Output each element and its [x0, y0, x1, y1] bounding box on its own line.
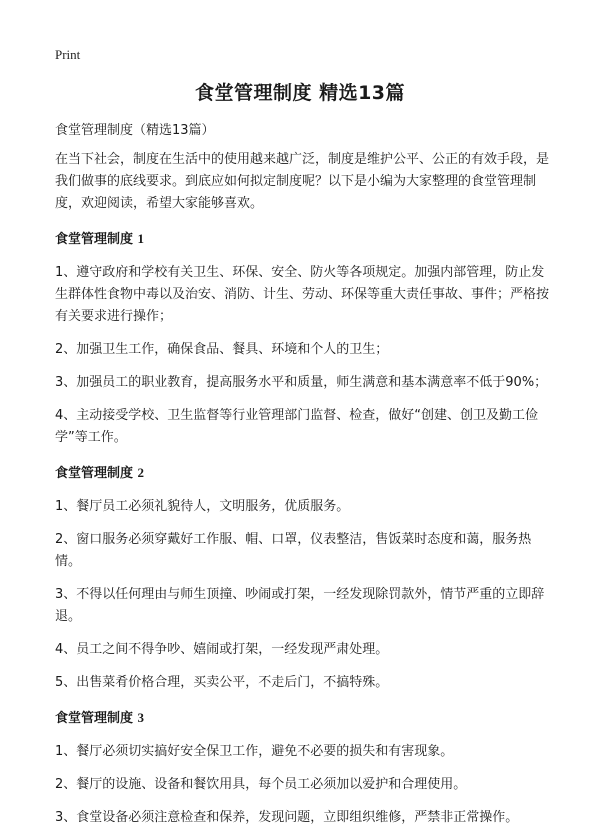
list-item: 1、遵守政府和学校有关卫生、环保、安全、防火等各项规定。加强内部管理，防止发生群体性食物中毒以及治安、消防、计生、劳动、环保等重大责任事故、事件；严格按有关要求进行操作；: [55, 265, 550, 324]
section-2: [55, 462, 553, 694]
list-item: 2、餐厅的设施、设备和餐饮用具，每个员工必须加以爱护和合理使用。: [55, 777, 467, 792]
document-title: 食堂管理制度 精选13篇: [194, 82, 406, 104]
list-item: 1、餐厅必须切实搞好安全保卫工作，避免不必要的损失和有害现象。: [55, 744, 454, 759]
section-heading-text: 食堂管理制度: [55, 466, 134, 481]
section-heading: [55, 462, 553, 485]
list-item: 2、窗口服务必须穿戴好工作服、帽、口罩，仪表整洁，售饭菜时态度和蔼，服务热情。: [55, 532, 532, 569]
section-heading-text: 食堂管理制度: [55, 711, 134, 726]
section-heading: [55, 228, 553, 251]
print-label: Print: [55, 47, 81, 62]
section-number: 3: [137, 710, 145, 725]
list-item: 4、主动接受学校、卫生监督等行业管理部门监督、检查，做好“创建、创卫及勤工俭学”等工作。: [55, 408, 539, 445]
section-3: [55, 707, 553, 829]
section-1: [55, 228, 553, 449]
section-heading: [55, 707, 553, 730]
list-item: 3、不得以任何理由与师生顶撞、吵闹或打架，一经发现除罚款外，情节严重的立即辞退。: [55, 587, 545, 624]
section-number: 1: [137, 231, 145, 246]
document-subtitle: 食堂管理制度（精选13篇）: [55, 123, 215, 138]
section-number: 2: [137, 465, 145, 480]
intro-paragraph: 在当下社会，制度在生活中的使用越来越广泛，制度是维护公平、公正的有效手段，是我们做事的底线要求。到底应如何拟定制度呢？以下是小编为大家整理的食堂管理制度，欢迎阅读，希望大家能够喜欢。: [55, 152, 550, 211]
list-item: 5、出售菜肴价格合理，买卖公平，不走后门，不搞特殊。: [55, 675, 389, 690]
list-item: 3、食堂设备必须注意检查和保养，发现问题，立即组织维修，严禁非正常操作。: [55, 810, 519, 825]
list-item: 3、加强员工的职业教育，提高服务水平和质量，师生满意和基本满意率不低于90%；: [55, 375, 548, 390]
list-item: 4、员工之间不得争吵、嬉闹或打架，一经发现严肃处理。: [55, 642, 389, 657]
document-body: [55, 120, 553, 829]
section-heading-text: 食堂管理制度: [55, 232, 134, 247]
list-item: 2、加强卫生工作，确保食品、餐具、环境和个人的卫生；: [55, 342, 389, 357]
list-item: 1、餐厅员工必须礼貌待人，文明服务，优质服务。: [55, 499, 350, 514]
